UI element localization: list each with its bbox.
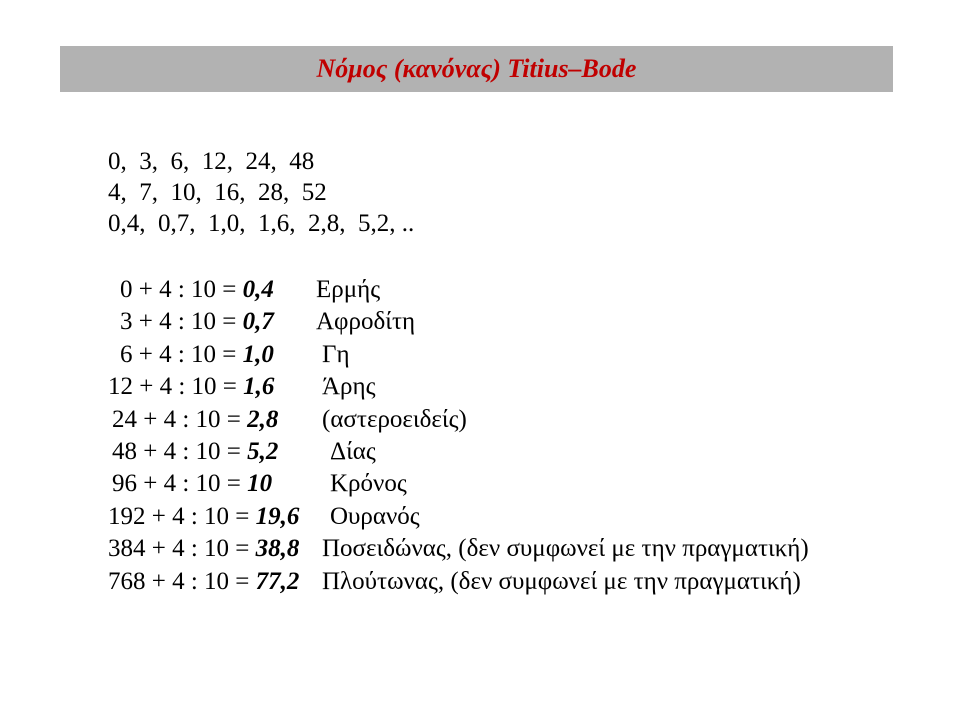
- slide-title: Νόμος (κανόνας) Titius–Bode: [316, 54, 637, 83]
- planet-name: Δίας: [330, 437, 376, 465]
- sequence-list: [108, 146, 414, 239]
- calculation-expression: 0 + 4 : 10 = 0,4: [120, 276, 274, 303]
- calculation-expression: 384 + 4 : 10 = 38,8: [108, 535, 300, 563]
- calculation-result: 0,7: [242, 308, 274, 336]
- planet-name: Ερμής: [316, 276, 381, 303]
- planet-name: Πλούτωνας, (δεν συμφωνεί με την πραγματική): [322, 567, 801, 595]
- planet-name: Κρόνος: [330, 470, 407, 498]
- calculation-expression: 12 + 4 : 10 = 1,6: [108, 373, 275, 401]
- calculation-expression: 24 + 4 : 10 = 2,8: [112, 405, 279, 433]
- calculation-result: 2,8: [247, 405, 279, 433]
- calculation-result: 77,2: [255, 567, 300, 595]
- calculation-expression: 48 + 4 : 10 = 5,2: [112, 437, 279, 465]
- calculation-result: 10: [247, 470, 273, 498]
- calculation-expression: 192 + 4 : 10 = 19,6: [108, 502, 300, 530]
- calculation-result: 1,0: [242, 340, 274, 368]
- planet-name: Ουρανός: [330, 502, 420, 530]
- calculation-expression: 96 + 4 : 10 = 10: [112, 470, 273, 498]
- calculation-result: 38,8: [255, 535, 300, 563]
- calculation-expression: 3 + 4 : 10 = 0,7: [120, 308, 274, 336]
- title-bar: [60, 46, 893, 92]
- calculation-result: 19,6: [255, 502, 300, 530]
- calculation-expression: 768 + 4 : 10 = 77,2: [108, 567, 300, 595]
- calculation-result: 0,4: [242, 276, 274, 303]
- calculation-result: 5,2: [247, 437, 279, 465]
- sequence-line: 0,4, 0,7, 1,0, 1,6, 2,8, 5,2, ..: [108, 210, 415, 237]
- sequence-line: 4, 7, 10, 16, 28, 52: [108, 179, 327, 206]
- sequence-line: 0, 3, 6, 12, 24, 48: [108, 148, 315, 175]
- calculation-result: 1,6: [243, 373, 275, 401]
- planet-name: Ποσειδώνας, (δεν συμφωνεί με την πραγματική): [322, 535, 809, 563]
- planet-name: Αφροδίτη: [316, 308, 416, 336]
- planet-name: Άρης: [322, 373, 376, 401]
- planet-name: (αστεροειδείς): [322, 405, 467, 433]
- calculation-expression: 6 + 4 : 10 = 1,0: [120, 340, 274, 368]
- planet-name: Γη: [322, 340, 350, 368]
